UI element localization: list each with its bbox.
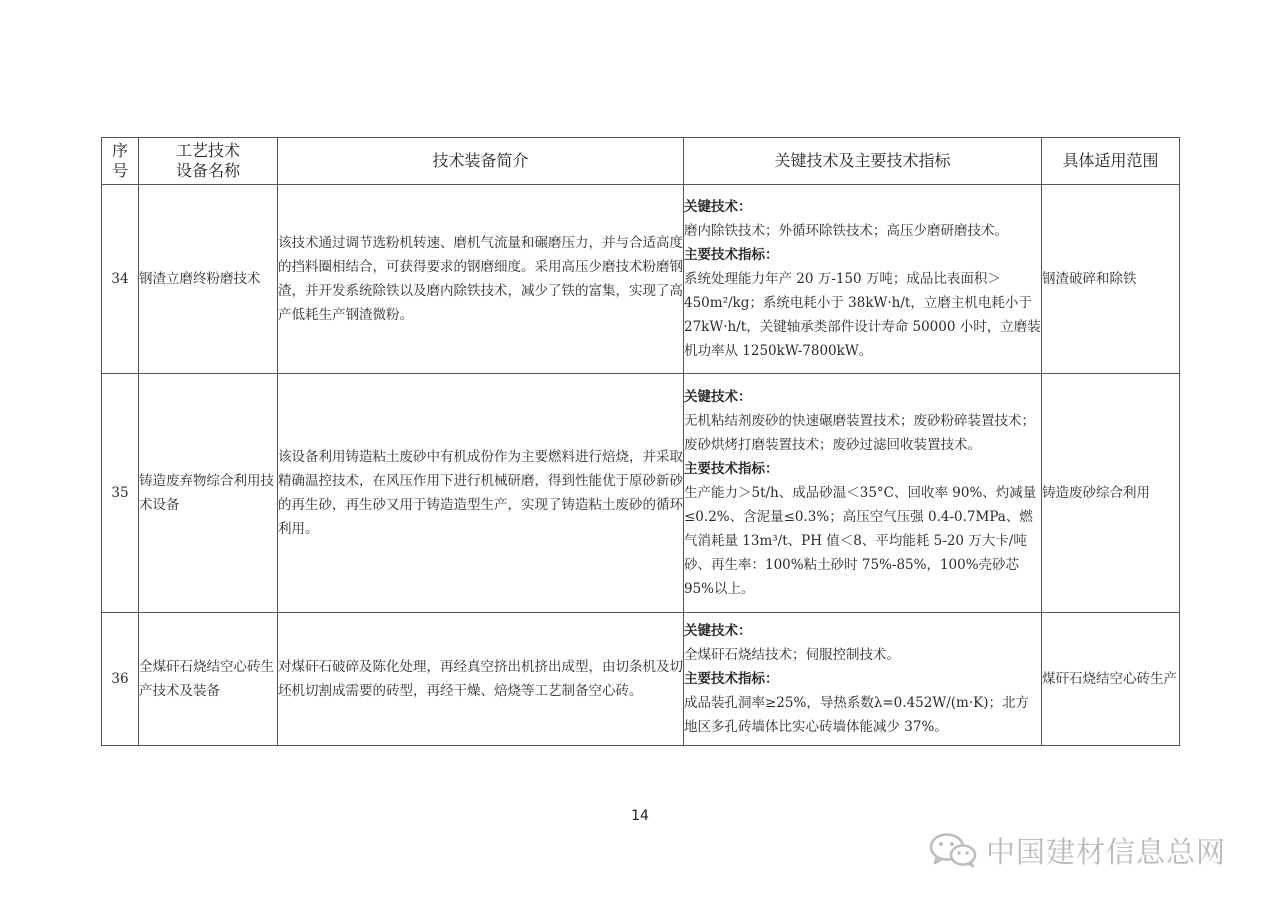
row-number: 34 [102, 185, 139, 374]
header-process-name: 工艺技术设备名称 [139, 138, 278, 185]
index-text: 生产能力＞5t/h、成品砂温＜35°C、回收率 90%、灼减量≤0.2%、含泥量≤0.3%；高压空气压强 0.4-0.7MPa、燃气消耗量 13m³/t、PH 值＜8、平均能耗 5-20 万大卡/吨砂、再生率：100%粘土砂时 75%-85%，100%壳砂芯 95%以上。 [684, 485, 1037, 597]
row-scope: 钢渣破碎和除铁 [1042, 185, 1180, 374]
technology-table [101, 137, 1180, 746]
row-number: 35 [102, 374, 139, 613]
row-key-tech [684, 185, 1042, 374]
watermark-text: 中国建材信息总网 [986, 834, 1227, 869]
table-row [102, 613, 1180, 746]
table-row [102, 185, 1180, 374]
row-scope: 铸造废砂综合利用 [1042, 374, 1180, 613]
index-text: 系统处理能力年产 20 万-150 万吨；成品比表面积＞450m²/kg；系统电耗小于 38kW·h/t，立磨主机电耗小于 27kW·h/t，关键轴承类部件设计寿命 50000 小时，立磨装机功率从 1250kW-7800kW。 [684, 271, 1041, 359]
key-tech-label: 关键技术： [684, 199, 752, 215]
row-key-tech [684, 613, 1042, 746]
index-label: 主要技术指标： [684, 461, 779, 477]
row-scope: 煤矸石烧结空心砖生产 [1042, 613, 1180, 746]
table-row [102, 374, 1180, 613]
index-label: 主要技术指标： [684, 671, 779, 687]
header-key-tech: 关键技术及主要技术指标 [684, 138, 1042, 185]
header-serial-number: 序号 [102, 138, 139, 185]
row-intro: 该设备利用铸造粘土废砂中有机成份作为主要燃料进行焙烧，并采取精确温控技术，在风压作用下进行机械研磨，得到性能优于原砂新砂的再生砂，再生砂又用于铸造造型生产，实现了铸造粘土废砂的循环利用。 [278, 374, 684, 613]
row-intro: 对煤矸石破碎及陈化处理，再经真空挤出机挤出成型，由切条机及切坯机切割成需要的砖型，再经干燥、焙烧等工艺制备空心砖。 [278, 613, 684, 746]
row-process-name: 全煤矸石烧结空心砖生产技术及装备 [139, 613, 278, 746]
table-header-row [102, 138, 1180, 185]
header-scope: 具体适用范围 [1042, 138, 1180, 185]
key-tech-label: 关键技术： [684, 623, 752, 639]
wechat-icon [928, 832, 978, 868]
row-number: 36 [102, 613, 139, 746]
key-tech-text: 磨内除铁技术；外循环除铁技术；高压少磨研磨技术。 [684, 223, 1008, 239]
row-process-name: 钢渣立磨终粉磨技术 [139, 185, 278, 374]
key-tech-text: 全煤矸石烧结技术；伺服控制技术。 [684, 647, 900, 663]
row-intro: 该技术通过调节选粉机转速、磨机气流量和碾磨压力，并与合适高度的挡料圈相结合，可获得要求的钢磨细度。采用高压少磨技术粉磨钢渣，并开发系统除铁以及磨内除铁技术，减少了铁的富集，实现了高产低耗生产钢渣微粉。 [278, 185, 684, 374]
index-text: 成品装孔洞率≥25%，导热系数λ=0.452W/(m·K)；北方地区多孔砖墙体比实心砖墙体能减少 37%。 [684, 695, 1029, 735]
watermark [928, 832, 1226, 868]
row-process-name: 铸造废弃物综合利用技术设备 [139, 374, 278, 613]
key-tech-text: 无机粘结剂废砂的快速碾磨装置技术；废砂粉碎装置技术；废砂烘烤打磨装置技术；废砂过滤回收装置技术。 [684, 413, 1035, 453]
key-tech-label: 关键技术： [684, 389, 752, 405]
row-key-tech [684, 374, 1042, 613]
index-label: 主要技术指标： [684, 247, 779, 263]
page-number: 14 [631, 808, 649, 824]
header-intro: 技术装备简介 [278, 138, 684, 185]
